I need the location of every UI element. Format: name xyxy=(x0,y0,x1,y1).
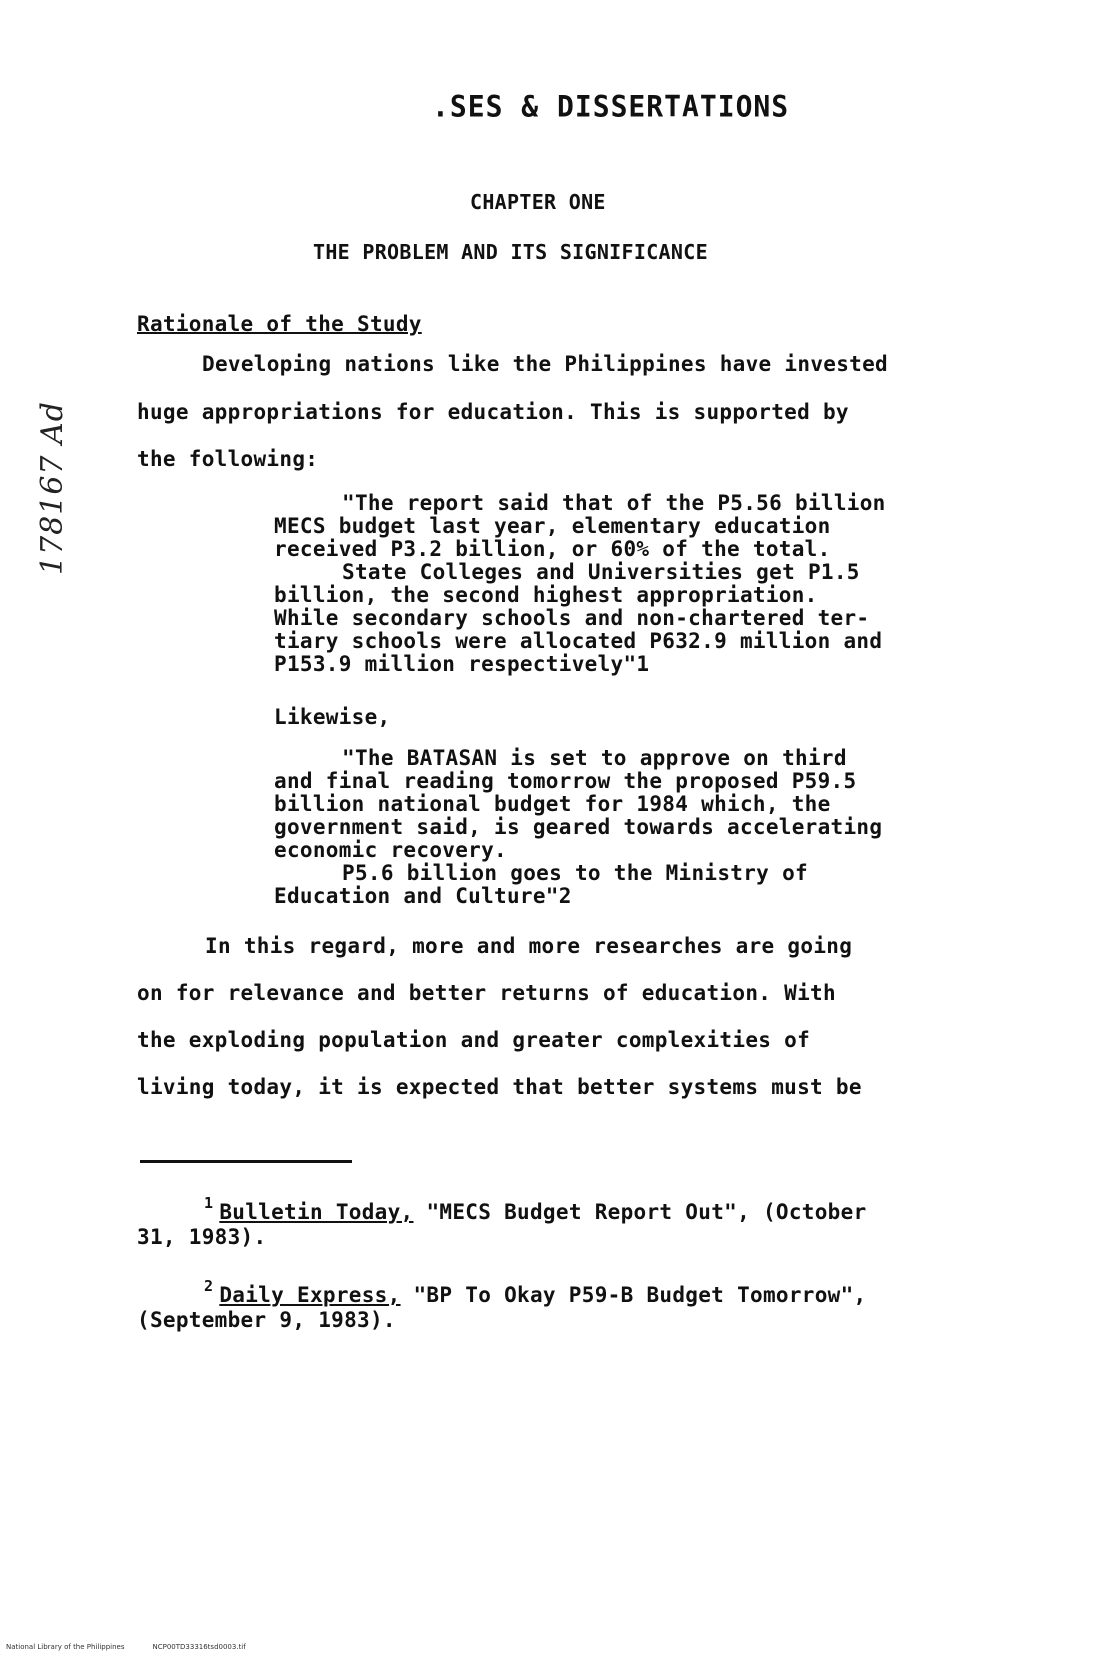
quote1-line: While secondary schools and non-chartered ter- xyxy=(274,606,870,630)
footnote-number: 2 xyxy=(204,1277,214,1295)
quote2-line: Education and Culture"2 xyxy=(274,884,572,908)
quote2-line: "The BATASAN is set to approve on third xyxy=(342,746,847,770)
chapter-subtitle: THE PROBLEM AND ITS SIGNIFICANCE xyxy=(313,240,708,264)
footnote-2 xyxy=(204,1277,867,1307)
footnote-2-cont: (September 9, 1983). xyxy=(137,1308,396,1332)
body-line: on for relevance and better returns of education. With xyxy=(137,981,836,1005)
footnote-divider xyxy=(140,1160,352,1163)
footnote-number: 1 xyxy=(204,1194,214,1212)
quote1-line: P153.9 million respectively"1 xyxy=(274,652,650,676)
intro-line: the following: xyxy=(137,447,319,471)
footnote-text: "MECS Budget Report Out", (October xyxy=(413,1200,867,1224)
quote1-line: State Colleges and Universities get P1.5 xyxy=(342,560,860,584)
quote2-line: and final reading tomorrow the proposed P59.5 xyxy=(274,769,857,793)
footnote-source: Daily Express, xyxy=(219,1283,401,1307)
quote1-line: tiary schools were allocated P632.9 million and xyxy=(274,629,883,653)
accession-number: 178167 Ad xyxy=(35,401,70,575)
quote1-line: MECS budget last year, elementary education xyxy=(274,514,831,538)
quote2-line: P5.6 billion goes to the Ministry of xyxy=(342,861,808,885)
intro-line: huge appropriations for education. This is supported by xyxy=(137,400,849,424)
quote2-line: billion national budget for 1984 which, the xyxy=(274,792,831,816)
quote2-line: government said, is geared towards accelerating xyxy=(274,815,883,839)
body-line: the exploding population and greater complexities of xyxy=(137,1028,811,1052)
section-heading: Rationale of the Study xyxy=(137,312,422,336)
body-line: In this regard, more and more researches are going xyxy=(205,934,853,958)
footnote-1-cont: 31, 1983). xyxy=(137,1225,267,1249)
header-stamp: .SES & DISSERTATIONS xyxy=(432,89,790,124)
intro-line: Developing nations like the Philippines have invested xyxy=(202,352,888,376)
body-line: living today, it is expected that better systems must be xyxy=(137,1075,862,1099)
footnote-1 xyxy=(204,1194,867,1224)
footnote-source: Bulletin Today, xyxy=(219,1200,414,1224)
chapter-title: CHAPTER ONE xyxy=(470,190,606,214)
file-name: NCP00TD33316tsd0003.tif xyxy=(152,1643,246,1651)
scan-credit xyxy=(6,1643,274,1651)
quote1-line: billion, the second highest appropriation. xyxy=(274,583,818,607)
quote1-line: "The report said that of the P5.56 billion xyxy=(342,491,886,515)
library-name: National Library of the Philippines xyxy=(6,1643,125,1651)
quote1-line: received P3.2 billion, or 60% of the total. xyxy=(274,537,831,561)
footnote-text: "BP To Okay P59-B Budget Tomorrow", xyxy=(400,1283,867,1307)
likewise-text: Likewise, xyxy=(274,705,391,729)
quote2-line: economic recovery. xyxy=(274,838,507,862)
